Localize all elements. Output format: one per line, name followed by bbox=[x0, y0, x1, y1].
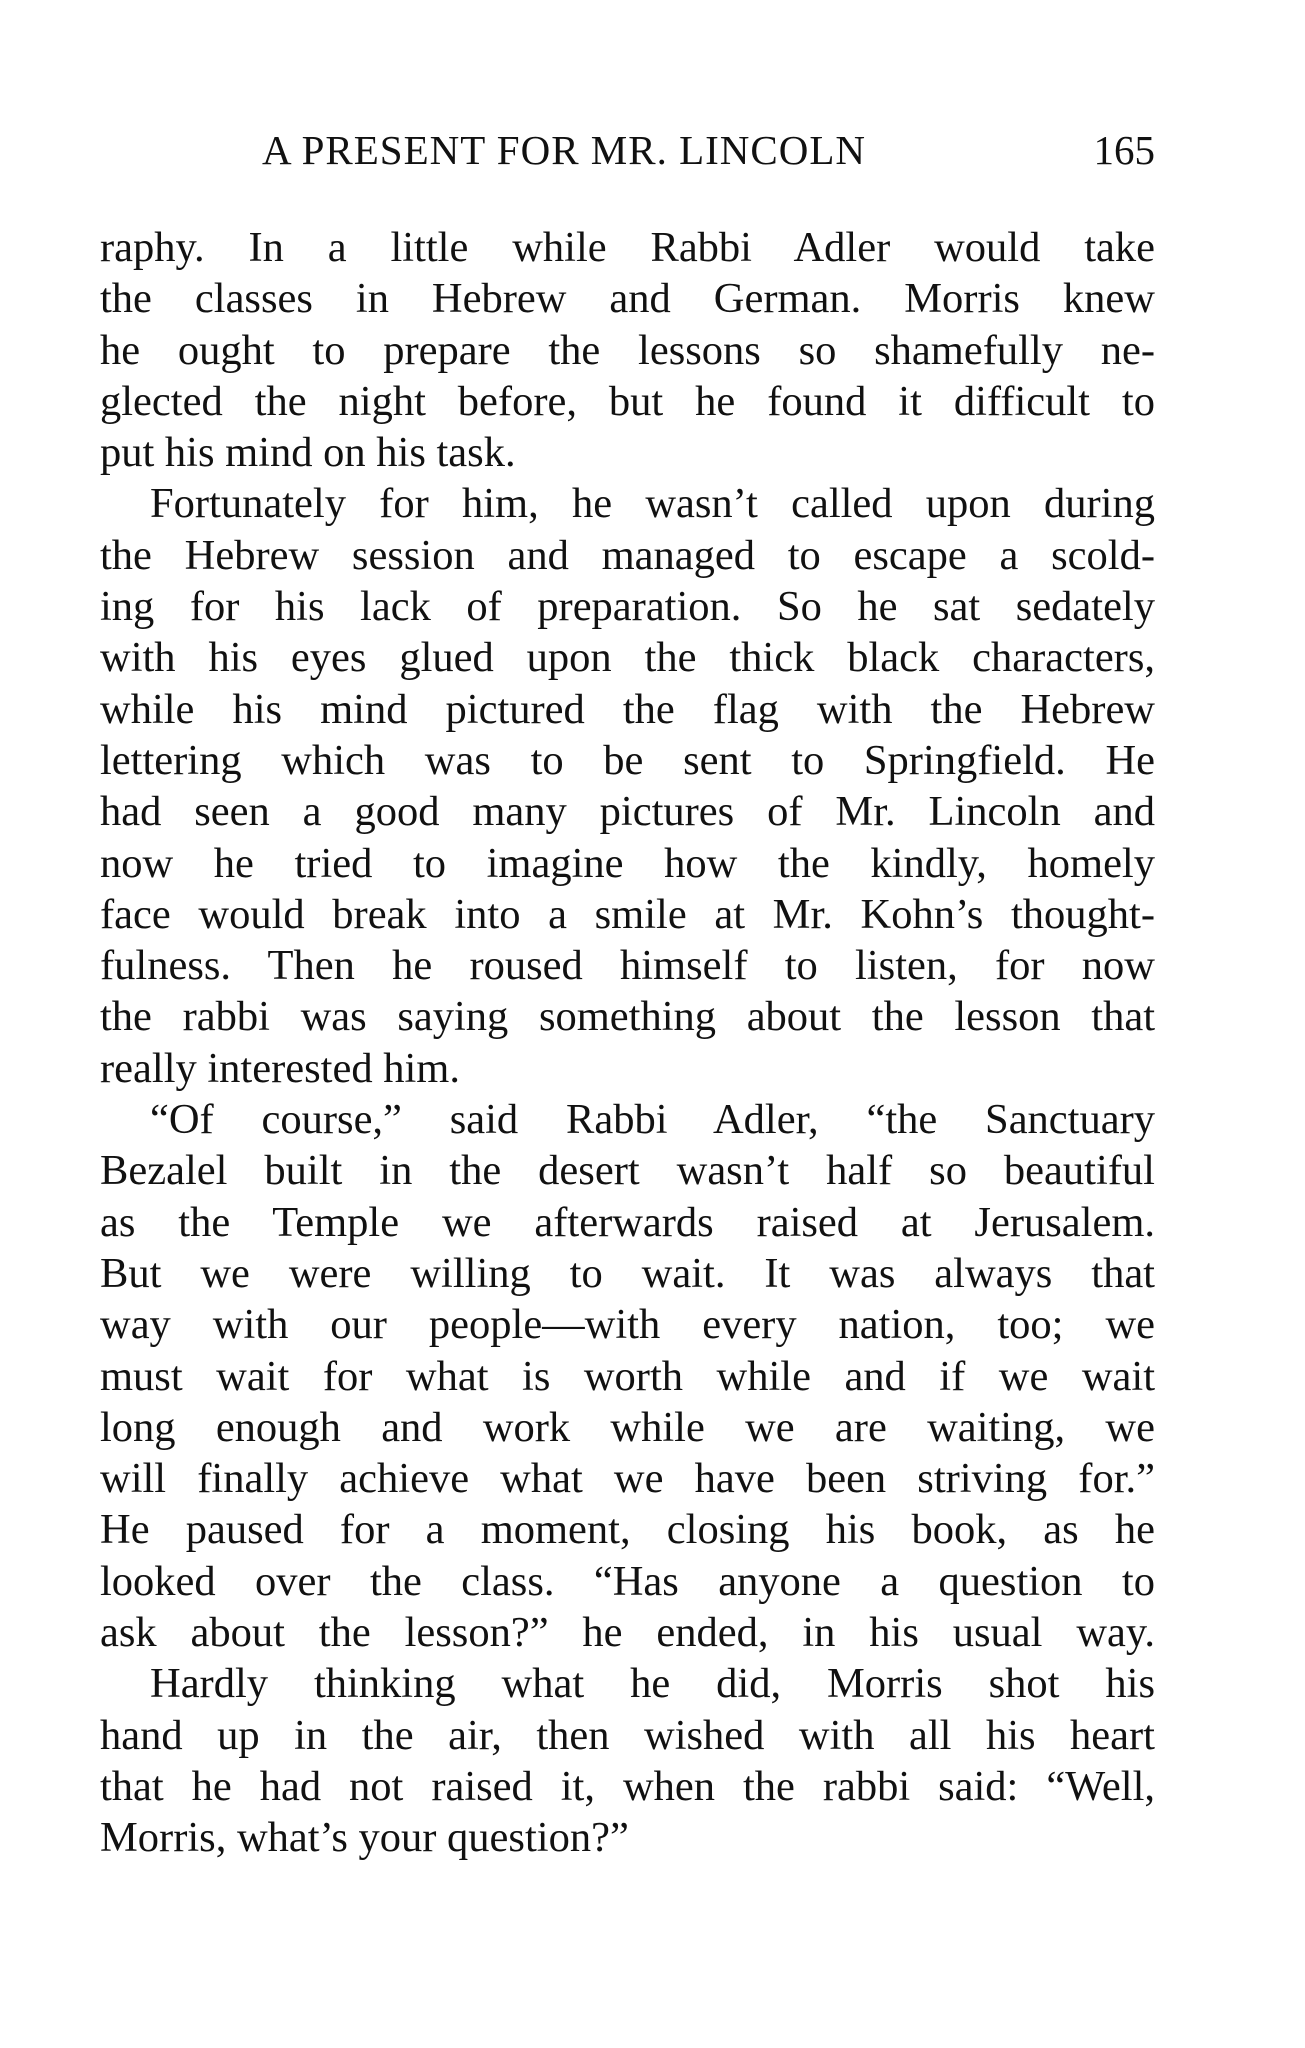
text-line: he ought to prepare the lessons so shamefully ne- bbox=[100, 326, 1155, 374]
text-line: hand up in the air, then wished with all his heart bbox=[100, 1711, 1155, 1759]
text-line: with his eyes glued upon the thick black characters, bbox=[100, 634, 1155, 682]
text-line: fulness. Then he roused himself to listen, for now bbox=[100, 942, 1155, 990]
text-line: as the Temple we afterwards raised at Jerusalem. bbox=[100, 1198, 1155, 1246]
text-line: raphy. In a little while Rabbi Adler would take bbox=[100, 224, 1155, 271]
text-line: Fortunately for him, he wasn’t called upon during bbox=[150, 480, 1155, 528]
text-line: had seen a good many pictures of Mr. Lincoln and bbox=[100, 788, 1155, 836]
text-line: that he had not raised it, when the rabbi said: “Well, bbox=[100, 1762, 1155, 1810]
text-line: must wait for what is worth while and if we wait bbox=[100, 1352, 1155, 1400]
text-line: now he tried to imagine how the kindly, homely bbox=[100, 839, 1155, 887]
paragraph bbox=[100, 478, 1155, 1094]
text-line: put his mind on his task. bbox=[100, 429, 516, 477]
paragraph bbox=[100, 222, 1155, 478]
running-head bbox=[100, 126, 1155, 180]
text-line: long enough and work while we are waiting, we bbox=[100, 1403, 1155, 1451]
page-number: 165 bbox=[1093, 127, 1155, 173]
text-line: way with our people—with every nation, too; we bbox=[100, 1301, 1155, 1349]
text-line: Morris, what’s your question?” bbox=[100, 1814, 629, 1862]
text-line: Bezalel built in the desert wasn’t half so beautiful bbox=[100, 1147, 1155, 1195]
paragraph bbox=[100, 1094, 1155, 1658]
text-line: He paused for a moment, closing his book, as he bbox=[100, 1506, 1155, 1554]
text-line: looked over the class. “Has anyone a question to bbox=[100, 1557, 1155, 1605]
text-line: the rabbi was saying something about the lesson that bbox=[100, 993, 1155, 1041]
paragraph bbox=[100, 1658, 1155, 1863]
text-line: Hardly thinking what he did, Morris shot his bbox=[150, 1660, 1155, 1708]
text-line: “Of course,” said Rabbi Adler, “the Sanctuary bbox=[150, 1096, 1155, 1144]
body-text bbox=[100, 222, 1155, 1864]
text-line: the classes in Hebrew and German. Morris knew bbox=[100, 275, 1155, 323]
text-line: ing for his lack of preparation. So he sat sedately bbox=[100, 583, 1155, 631]
text-line: really interested him. bbox=[100, 1044, 460, 1092]
text-line: glected the night before, but he found it difficult to bbox=[100, 377, 1155, 425]
text-line: the Hebrew session and managed to escape a scold- bbox=[100, 531, 1155, 579]
text-line: But we were willing to wait. It was always that bbox=[100, 1249, 1155, 1297]
text-line: face would break into a smile at Mr. Kohn’s thought- bbox=[100, 890, 1155, 938]
running-title: A PRESENT FOR MR. LINCOLN bbox=[262, 127, 867, 173]
text-line: while his mind pictured the flag with the Hebrew bbox=[100, 685, 1155, 733]
text-line: ask about the lesson?” he ended, in his usual way. bbox=[100, 1609, 1155, 1657]
text-line: lettering which was to be sent to Springfield. He bbox=[100, 736, 1155, 784]
text-line: will finally achieve what we have been striving for.” bbox=[100, 1455, 1155, 1503]
